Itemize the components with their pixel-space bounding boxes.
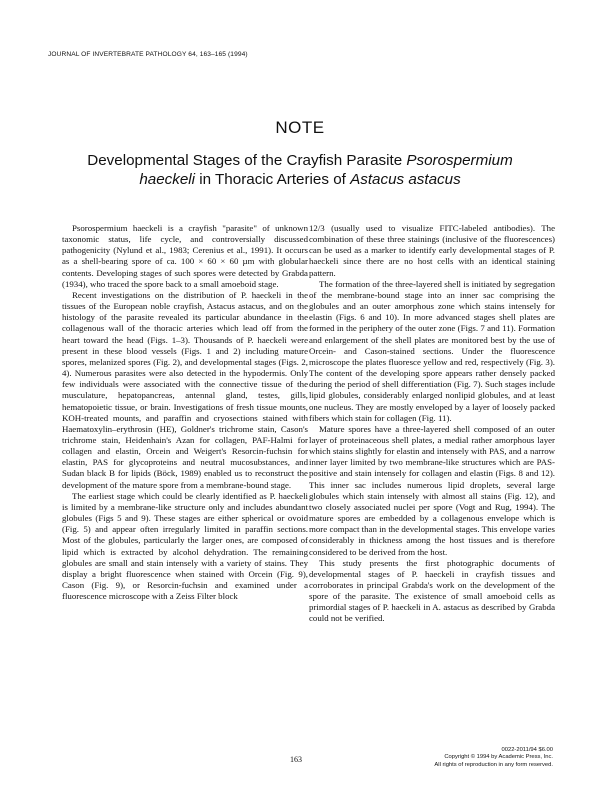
section-heading: NOTE [275,118,325,137]
title-part-1: Developmental Stages of the Crayfish Parasite [87,152,407,169]
paragraph: 12/3 (usually used to visualize FITC-labeled antibodies). The combination of these three stainings (inclusive of the fluorescences) can be used as a marker to identify early developmental stages of P. haeckeli since there are no host cells with an identical staining pattern. [309,223,555,278]
rights-line: All rights of reproduction in any form reserved. [434,761,553,768]
title-part-2: in Thoracic Arteries of [195,171,351,188]
paragraph: The formation of the three-layered shell is initiated by segregation of the membrane-bound stage into an inner sac comprising the globules and an outer amorphous zone which stains intensely for elastin (Figs. 6 and 10). In more advanced stages shell plates are formed in the periphery of the outer zone (Figs. 7 and 11). Formation and enlargement of the shell plates are monitored best by the use of Orcein- and Cason-stained sections. Under the fluorescence microscope the plates fluoresce yellow and red, respectively (Fig. 3). The content of the developing spore appears rather densely packed during the period of shell differentiation (Fig. 7). Such stages include lipid globules, considerably enlarged nonlipid globules, and at least one nucleus. They are mostly enveloped by a layer of loosely packed fibers which stain for collagen (Fig. 11). [309,278,555,423]
paragraph: Recent investigations on the distribution of P. haeckeli in the tissues of the European noble crayfish, Astacus astacus, and on the histology of the parasite revealed its particular abundance in the collagenous wall of the thoracic arteries which lead off from the heart toward the head (Figs. 1–3). Thousands of P. haeckeli were present in these blood vessels (Figs. 1 and 2) including mature spores, melanized spores (Fig. 2), and developmental stages (Figs. 2, 4). Numerous parasites were also detected in the hypodermis. Only few individuals were associated with the connective tissue of the musculature, hepatopancreas, antennal gland, testes, gills, hematopoietic tissue, or brain. Investigations of fresh tissue mounts, KOH-treated mounts, and paraffin and cryosections stained with Haematoxylin–erythrosin (HE), Goldner's trichrome stain, Cason's trichrome stain, Heidenhain's Azan for collagen, PAF-Halmi for collagen and elastin, Orcein and Weigert's Resorcin-fuchsin for elastin, PAS for glycoproteins and neutral mucosubstances, and Sudan black B for lipids (Böck, 1989) enabled us to reconstruct the development of the mature spore from a membrane-bound stage. [62,289,308,490]
copyright-line: Copyright © 1994 by Academic Press, Inc. [444,754,553,761]
paragraph: Psorospermium haeckeli is a crayfish "parasite" of unknown taxonomic status, life cycle, and controversially discussed pathogenicity (Nylund et al., 1983; Cerenius et al., 1991). It occurs as a shell-bearing spore of ca. 100 × 60 × 60 µm with globular contents. Developing stages of such spores were detected by Grabda (1934), who traced the spore back to a small amoeboid stage. [62,223,308,289]
paragraph: Mature spores have a three-layered shell composed of an outer layer of proteinaceous shell plates, a medial rather amorphous layer which stains slightly for elastin and intensely with PAS, and a narrow inner layer limited by two membrane-like structures which are PAS-positive and stain intensely for collagen and elastin (Figs. 8 and 12). This inner sac includes numerous lipid droplets, several large globules which stain intensely with almost all stains (Fig. 12), and two closely associated nuclei per spore (Vogt and Rug, 1994). The mature spores are embedded by a collagenous envelope which is more compact than in the developmental stages. This envelope varies considerably in thickness among the host tissues and is therefore considered to be derived from the host. [309,423,555,557]
left-column [62,223,308,602]
journal-header: JOURNAL OF INVERTEBRATE PATHOLOGY 64, 163–165 (1994) [48,51,248,58]
article-title [60,151,540,189]
title-species-1: Psorospermium haeckeli [139,152,513,188]
copyright-block [434,747,553,769]
paragraph: The earliest stage which could be clearly identified as P. haeckeli is limited by a membrane-like structure only and includes abundant globules (Figs 5 and 9). These stages are either spherical or ovoid (Fig. 5) and appear often irregularly limited in paraffin sections. Most of the globules, particularly the larger ones, are composed of lipid which is extracted by alcohol dehydration. The remaining globules are small and stain intensely with a variety of stains. They display a bright fluorescence when stained with Orcein (Fig. 9), Cason (Fig. 9), or Resorcin-fuchsin and examined under a fluorescence microscope with a Zeiss Filter block [62,490,308,602]
paragraph: This study presents the first photographic documents of developmental stages of P. haeckeli in crayfish tissues and corroborates in principal Grabda's work on the development of the spore of the parasite. The existence of small amoeboid cells as primordial stages of P. haeckeli in A. astacus as described by Grabda could not be verified. [309,557,555,624]
right-column [309,223,555,625]
page-number: 163 [290,755,302,764]
title-species-2: Astacus astacus [350,171,461,188]
issn-line: 0022-2011/94 $6.00 [501,747,553,753]
